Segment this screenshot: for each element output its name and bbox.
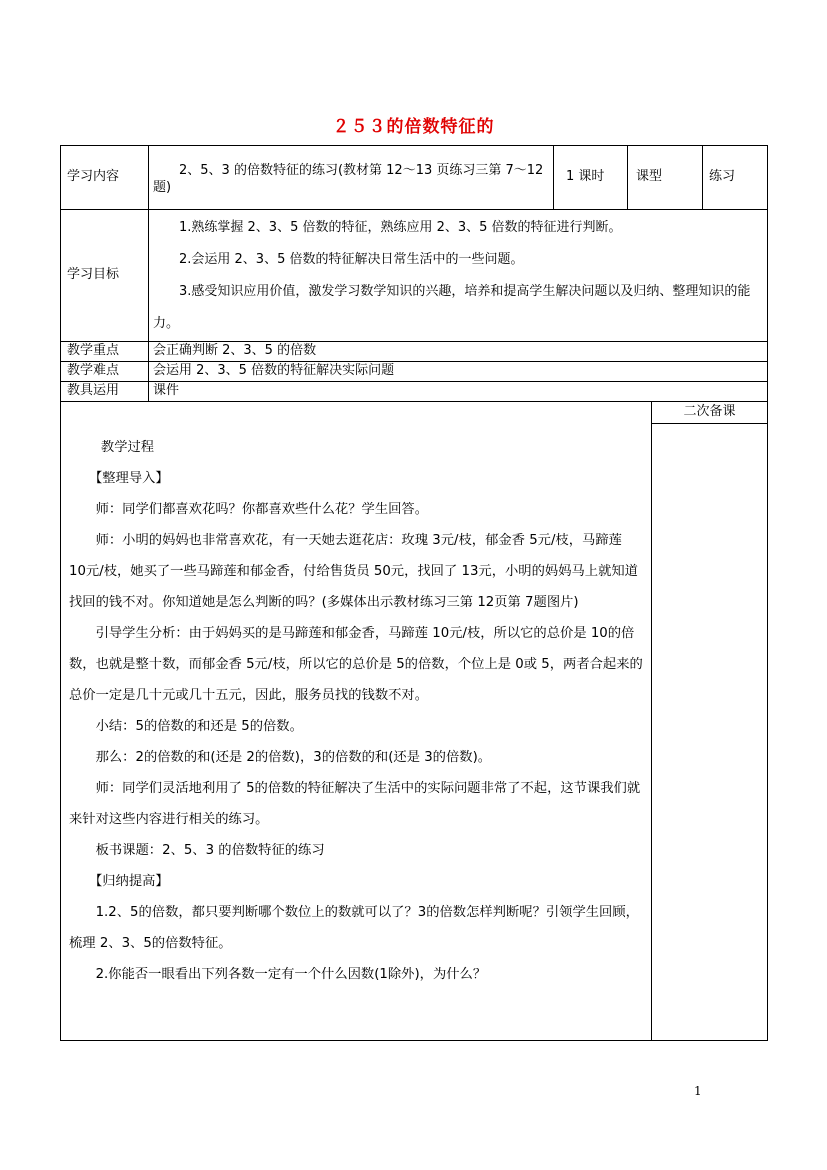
label-focus: 教学重点 [61, 342, 149, 362]
section-heading: 【整理导入】 [88, 470, 169, 486]
difficulty-value: 会运用 2、3、5 倍数的特征解决实际问题 [149, 362, 768, 382]
row-goals [61, 210, 768, 342]
goal-item: 3.感受知识应用价值，激发学习数学知识的兴趣，培养和提高学生解决问题以及归纳、整理知识的能力。 [153, 284, 751, 331]
goal-item: 1.熟练掌握 2、3、5 倍数的特征，熟练应用 2、3、5 倍数的特征进行判断。 [179, 220, 622, 235]
process-paragraph: 2.你能否一眼看出下列各数一定有一个什么因数(1除外)，为什么？ [95, 966, 487, 982]
process-heading: 教学过程 [100, 439, 155, 455]
label-content: 学习内容 [61, 146, 149, 210]
goals-list [149, 210, 768, 342]
type-value: 练习 [703, 146, 768, 210]
row-backup-header [61, 402, 768, 424]
document-title: ２５３的倍数特征的 [332, 117, 495, 137]
row-difficulty [61, 362, 768, 382]
process-paragraph: 师：小明的妈妈也非常喜欢花，有一天她去逛花店：玫瑰 3元/枝，郁金香 5元/枝，马蹄莲 10元/枝，她买了一些马蹄莲和郁金香，付给售货员 50元，找回了 13元，小明的妈妈马上就知道找回的钱不对。你知道她是怎么判断的吗？(多媒体出示教材练习三第 12页第 7题图片) [69, 532, 638, 610]
backup-label: 二次备课 [652, 402, 768, 424]
process-paragraph: 师：同学们都喜欢花吗？你都喜欢些什么花？学生回答。 [95, 501, 429, 517]
tools-value: 课件 [149, 382, 768, 402]
content-value: 2、5、3 的倍数特征的练习(教材第 12～13 页练习三第 7～12题) [149, 146, 554, 210]
backup-notes-area [652, 424, 768, 1041]
process-paragraph: 师：同学们灵活地利用了 5的倍数的特征解决了生活中的实际问题非常了不起，这节课我们就来针对这些内容进行相关的练习。 [69, 780, 641, 827]
process-paragraph: 那么：2的倍数的和(还是 2的倍数)，3的倍数的和(还是 3的倍数)。 [95, 749, 492, 765]
label-tools: 教具运用 [61, 382, 149, 402]
section-heading: 【归纳提高】 [88, 873, 169, 889]
teaching-process [61, 424, 652, 1041]
row-focus [61, 342, 768, 362]
label-difficulty: 教学难点 [61, 362, 149, 382]
focus-value: 会正确判断 2、3、5 的倍数 [149, 342, 768, 362]
process-paragraph: 板书课题：2、5、3 的倍数特征的练习 [95, 842, 325, 858]
goal-item: 2.会运用 2、3、5 倍数的特征解决日常生活中的一些问题。 [179, 252, 524, 267]
page-number: 1 [694, 1084, 702, 1098]
process-header-blank [61, 402, 652, 424]
row-process [61, 424, 768, 1041]
row-content [61, 146, 768, 210]
process-paragraph: 引导学生分析：由于妈妈买的是马蹄莲和郁金香，马蹄莲 10元/枝，所以它的总价是 10的倍数，也就是整十数，而郁金香 5元/枝，所以它的总价是 5的倍数，个位上是 0或 5，两者合起来的总价一定是几十元或几十五元，因此，服务员找的钱数不对。 [69, 625, 643, 703]
row-tools [61, 382, 768, 402]
label-goals: 学习目标 [61, 210, 149, 342]
process-paragraph: 小结：5的倍数的和还是 5的倍数。 [95, 718, 303, 734]
type-label: 课型 [628, 146, 703, 210]
process-paragraph: 1.2、5的倍数，都只要判断哪个数位上的数就可以了？3的倍数怎样判断呢？引领学生回顾，梳理 2、3、5的倍数特征。 [69, 904, 639, 951]
lesson-plan-table [60, 145, 768, 1041]
hours-value: 1 课时 [554, 146, 628, 210]
